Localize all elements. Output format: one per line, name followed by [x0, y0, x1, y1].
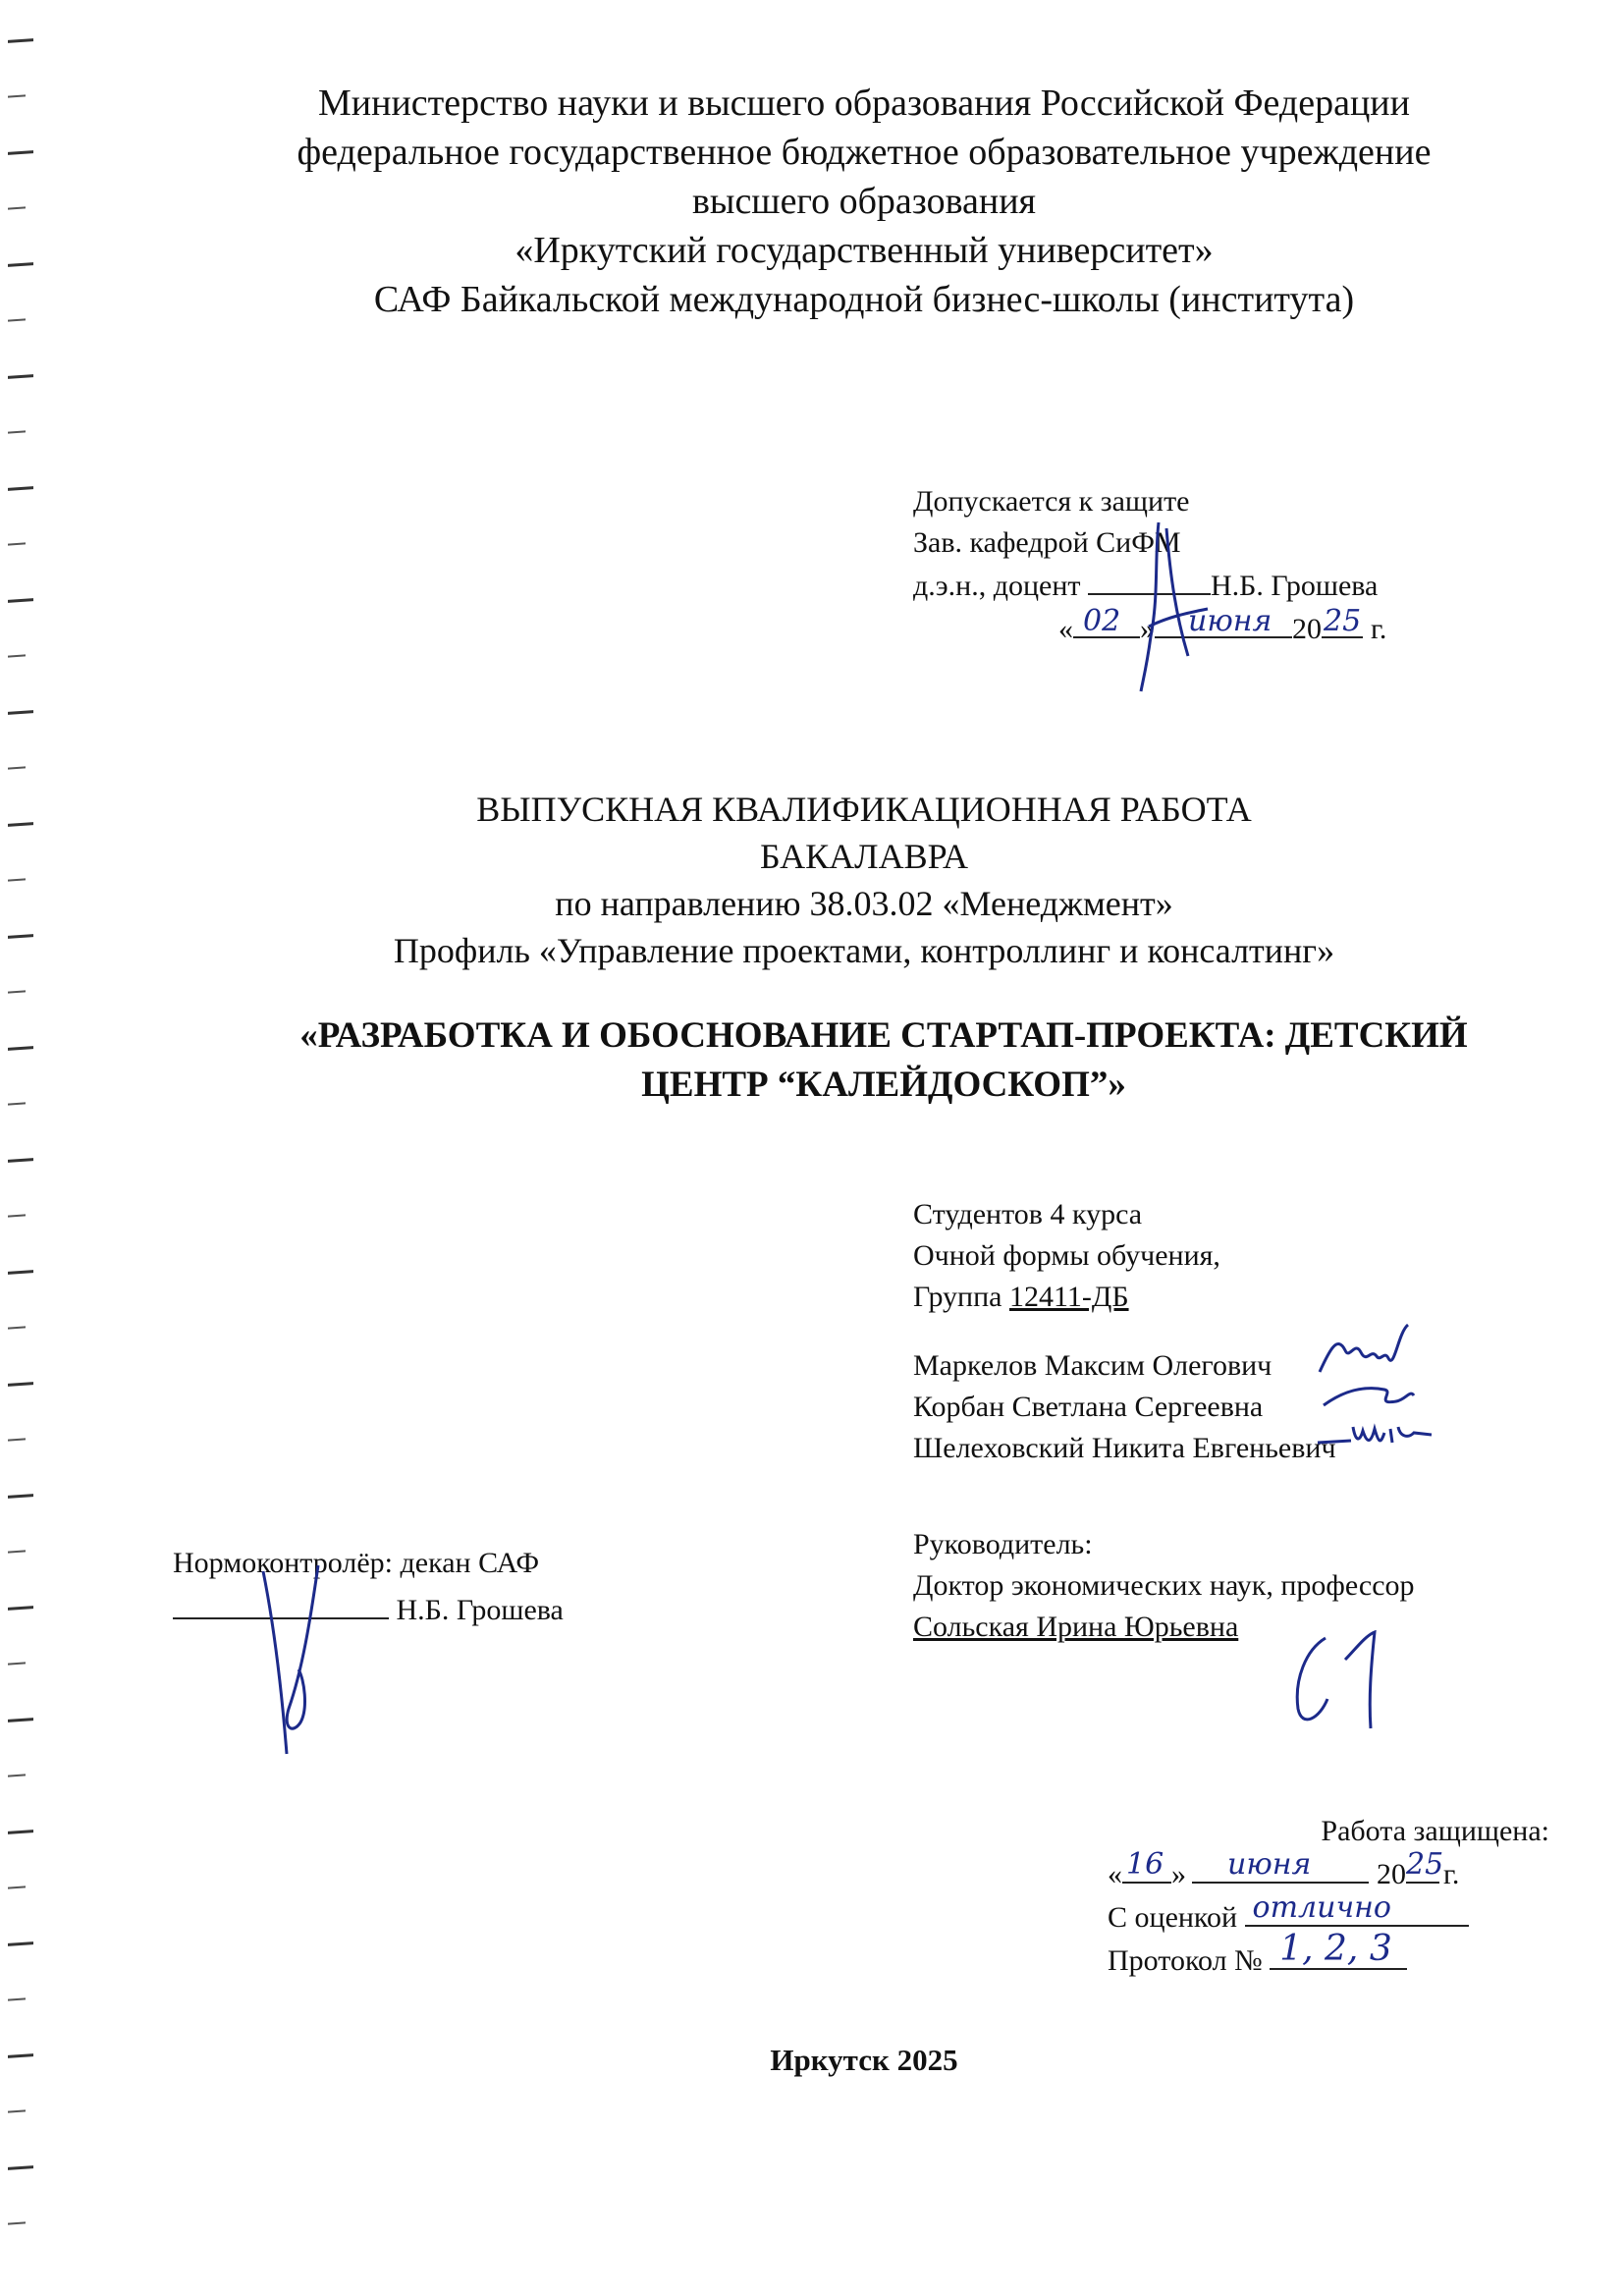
binding-strip [0, 0, 39, 2296]
defense-year-suffix: г. [1443, 1858, 1460, 1890]
defense-year-prefix: 20 [1377, 1858, 1406, 1890]
binding-tick [8, 1158, 33, 1163]
thesis-type: ВЫПУСКНАЯ КВАЛИФИКАЦИОННАЯ РАБОТА [476, 790, 1252, 829]
defense-date-month: июня [1227, 1847, 1312, 1882]
city-year [177, 2043, 1551, 2078]
binding-tick [8, 598, 33, 603]
supervisor-name: Сольская Ирина Юрьевна [913, 1611, 1239, 1643]
student-name: Шелеховский Никита Евгеньевич [913, 1432, 1336, 1464]
protocol-line [1270, 1929, 1407, 1970]
header-education-level: высшего образования [691, 181, 1037, 222]
binding-tick [8, 1494, 33, 1499]
students-course: Студентов 4 курса [913, 1198, 1143, 1230]
defense-day-line [1122, 1847, 1171, 1884]
binding-tick [8, 1214, 26, 1217]
defense-month-line [1192, 1847, 1369, 1884]
approval-head: Зав. кафедрой СиФМ [913, 526, 1181, 559]
binding-tick [8, 430, 26, 433]
group-number: 12411-ДБ [1008, 1281, 1129, 1313]
binding-tick [8, 1941, 33, 1946]
binding-tick [8, 1102, 26, 1105]
normocontrol-signer [173, 1587, 564, 1634]
binding-tick [8, 1997, 26, 2000]
thesis-type-block [177, 786, 1551, 974]
defense-year-line [1406, 1847, 1444, 1884]
binding-tick [8, 318, 26, 321]
thesis-profile: Профиль «Управление проектами, контроллинг и консалтинг» [393, 931, 1335, 970]
defense-protocol [1108, 1929, 1549, 1982]
approval-date-month: июня [1188, 604, 1272, 638]
defense-block [1108, 1811, 1549, 1982]
thesis-topic-line1: «РАЗРАБОТКА И ОБОСНОВАНИЕ СТАРТАП-ПРОЕКТА: ДЕТСКИЙ [299, 1015, 1468, 1056]
binding-tick [8, 262, 33, 267]
binding-tick [8, 878, 26, 881]
binding-tick [8, 766, 26, 769]
thesis-topic-line2: ЦЕНТР “КАЛЕЙДОСКОП”» [641, 1065, 1126, 1105]
approval-date-day: 02 [1083, 604, 1121, 638]
binding-tick [8, 542, 26, 545]
student-name: Маркелов Максим Олегович [913, 1349, 1272, 1382]
defense-label: Работа защищена: [1321, 1815, 1549, 1847]
approval-signer-title: д.э.н., доцент [913, 570, 1081, 602]
normocontrol-name: Н.Б. Грошева [396, 1594, 564, 1626]
binding-tick [8, 1550, 26, 1553]
students-form: Очной формы обучения, [913, 1239, 1220, 1272]
student-signatures-icon [1316, 1321, 1463, 1449]
normocontrol-block [173, 1540, 564, 1634]
defense-date-day: 16 [1126, 1847, 1164, 1882]
date-quote-open: « [1108, 1858, 1122, 1890]
binding-tick [8, 1662, 26, 1665]
supervisor-title: Доктор экономических наук, профессор [913, 1569, 1415, 1602]
binding-tick [8, 1438, 26, 1441]
approval-signature-icon [1129, 519, 1218, 695]
protocol-numbers: 1, 2, 3 [1279, 1929, 1392, 1969]
defense-date-year: 25 [1406, 1847, 1444, 1882]
student-name: Корбан Светлана Сергеевна [913, 1391, 1264, 1423]
normocontrol-title: Нормоконтролёр: декан САФ [173, 1547, 540, 1579]
header-institution-type: федеральное государственное бюджетное образовательное учреждение [297, 132, 1432, 173]
thesis-direction: по направлению 38.03.02 «Менеджмент» [555, 884, 1173, 923]
thesis-degree: БАКАЛАВРА [759, 837, 969, 876]
student-names [913, 1345, 1336, 1469]
students-block [913, 1194, 1220, 1318]
binding-tick [8, 1606, 33, 1611]
binding-tick [8, 2165, 33, 2170]
header-university: «Иркутский государственный университет» [514, 230, 1214, 271]
approval-admitted: Допускается к защите [913, 485, 1190, 518]
binding-tick [8, 1718, 33, 1722]
binding-tick [8, 486, 33, 491]
header-school: САФ Байкальской международной бизнес-школы (института) [373, 279, 1355, 320]
binding-tick [8, 1830, 33, 1834]
grade-value: отлично [1252, 1890, 1391, 1925]
protocol-label: Протокол № [1108, 1944, 1263, 1977]
binding-tick [8, 2053, 33, 2058]
binding-tick [8, 1382, 33, 1387]
approval-signer-name: Н.Б. Грошева [1211, 570, 1379, 602]
binding-tick [8, 1046, 33, 1051]
binding-tick [8, 374, 33, 379]
binding-tick [8, 1326, 26, 1329]
binding-tick [8, 94, 26, 97]
binding-tick [8, 2109, 26, 2112]
city-year-text: Иркутск 2025 [770, 2043, 958, 2077]
supervisor-label: Руководитель: [913, 1528, 1093, 1560]
approval-year-suffix: г. [1371, 613, 1387, 645]
grade-line [1245, 1890, 1469, 1927]
thesis-topic [196, 1011, 1571, 1110]
approval-year-prefix: 20 [1292, 613, 1322, 645]
binding-tick [8, 150, 33, 155]
binding-tick [8, 990, 26, 993]
header-ministry: Министерство науки и высшего образования Российской Федерации [318, 82, 1410, 124]
institution-header [177, 79, 1551, 324]
binding-tick [8, 1774, 26, 1777]
binding-tick [8, 38, 33, 43]
binding-tick [8, 206, 26, 209]
binding-tick [8, 654, 26, 657]
date-quote-open: « [1058, 613, 1073, 645]
binding-tick [8, 710, 33, 715]
approval-date-year: 25 [1324, 604, 1362, 638]
binding-tick [8, 2221, 26, 2224]
date-quote-close: » [1140, 613, 1155, 645]
binding-tick [8, 934, 33, 939]
binding-tick [8, 822, 33, 827]
binding-tick [8, 1270, 33, 1275]
approval-year-line [1322, 604, 1363, 638]
grade-label: С оценкой [1108, 1901, 1238, 1934]
binding-tick [8, 1886, 26, 1888]
normocontrol-signature-icon [253, 1561, 342, 1758]
group-label: Группа [913, 1281, 1002, 1313]
supervisor-signature-icon [1286, 1630, 1404, 1738]
date-quote-close: » [1171, 1858, 1186, 1890]
students-group [913, 1277, 1220, 1318]
